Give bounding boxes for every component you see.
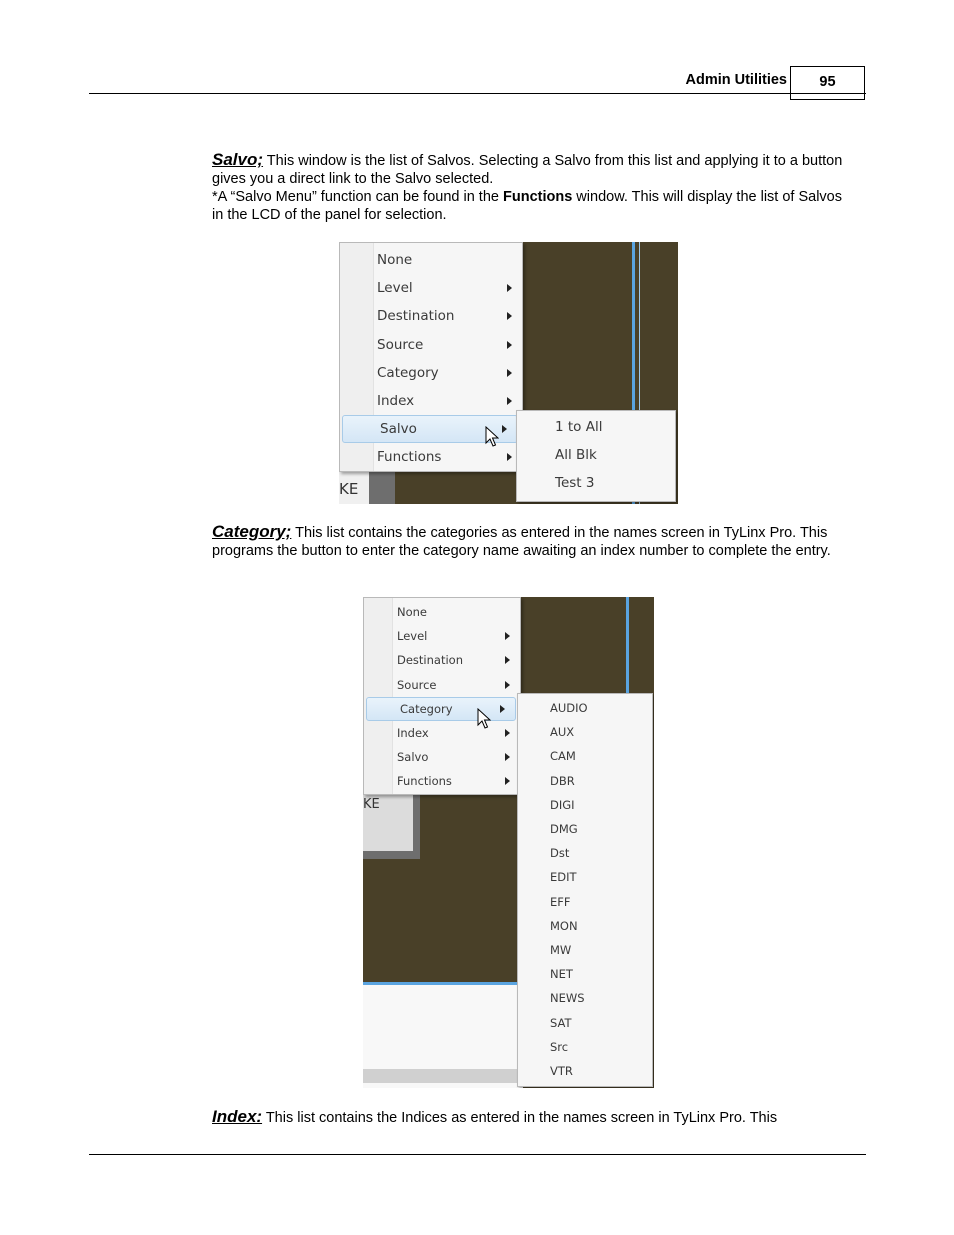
page-header-title: Admin Utilities xyxy=(685,72,787,88)
submenu-arrow-icon xyxy=(505,729,510,737)
category-heading: Category; xyxy=(212,522,292,541)
submenu-arrow-icon xyxy=(507,369,512,377)
menu-item[interactable] xyxy=(340,274,522,302)
salvo-menu-screenshot xyxy=(339,242,678,504)
submenu-arrow-icon xyxy=(507,312,512,320)
menu-item-label: Category xyxy=(400,701,453,716)
submenu-arrow-icon xyxy=(505,632,510,640)
submenu-item-label: Dst xyxy=(550,846,570,861)
salvo-text-2-post: window. This will display the list of Salvos in the LCD of the panel for selection. xyxy=(212,189,842,223)
submenu-item[interactable] xyxy=(518,890,652,914)
submenu-item[interactable] xyxy=(518,865,652,889)
salvo-paragraph xyxy=(212,151,852,224)
submenu-item-label: Src xyxy=(550,1039,569,1054)
submenu-arrow-icon xyxy=(507,341,512,349)
submenu-item[interactable] xyxy=(518,938,652,962)
mouse-cursor-icon xyxy=(485,426,499,448)
footer-rule xyxy=(89,1154,866,1155)
menu-item-label: Functions xyxy=(377,449,442,466)
menu-item[interactable] xyxy=(340,331,522,359)
submenu-item[interactable] xyxy=(518,696,652,720)
submenu-arrow-icon xyxy=(505,656,510,664)
submenu-item-label: CAM xyxy=(550,749,576,764)
submenu-item[interactable] xyxy=(517,469,675,497)
submenu-item[interactable] xyxy=(518,986,652,1010)
submenu-item[interactable] xyxy=(517,441,675,469)
truncated-button-label: KE xyxy=(363,797,380,812)
submenu-item-label: MW xyxy=(550,943,572,957)
submenu-item-label: MON xyxy=(550,918,578,933)
submenu-item-label: 1 to All xyxy=(555,419,603,435)
salvo-text-2-pre: *A “Salvo Menu” function can be found in the xyxy=(212,189,503,205)
category-paragraph xyxy=(212,523,852,560)
menu-item[interactable] xyxy=(364,673,520,697)
submenu-item[interactable] xyxy=(518,962,652,986)
menu-item-label: Level xyxy=(397,629,428,644)
submenu-item-label: DIGI xyxy=(550,797,575,812)
submenu-arrow-icon xyxy=(507,397,512,405)
submenu-item-label: DMG xyxy=(550,822,578,836)
submenu-arrow-icon xyxy=(505,753,510,761)
salvo-text-1: This window is the list of Salvos. Selecting a Salvo from this list and applying it to a button gives you a direct link to the Salvo selected. xyxy=(212,153,843,187)
salvo-submenu xyxy=(516,410,676,502)
submenu-item[interactable] xyxy=(518,841,652,865)
submenu-item[interactable] xyxy=(518,1059,652,1083)
menu-item[interactable] xyxy=(364,745,520,769)
submenu-arrow-icon xyxy=(505,681,510,689)
submenu-item[interactable] xyxy=(518,720,652,744)
submenu-item[interactable] xyxy=(518,793,652,817)
truncated-button-label: KE xyxy=(339,480,359,498)
submenu-arrow-icon xyxy=(507,284,512,292)
submenu-item-label: Test 3 xyxy=(555,475,595,492)
menu-item[interactable] xyxy=(340,359,522,387)
submenu-arrow-icon xyxy=(505,777,510,785)
submenu-item[interactable] xyxy=(518,769,652,793)
menu-item-label: Salvo xyxy=(380,421,417,438)
menu-item-label: Destination xyxy=(377,308,455,325)
category-text: This list contains the categories as entered in the names screen in TyLinx Pro. This programs the button to enter the category name awaiting an index number to complete the entry. xyxy=(212,525,831,559)
mouse-cursor-icon xyxy=(477,708,491,730)
menu-item-label: Level xyxy=(377,280,413,297)
index-text: This list contains the Indices as entered in the names screen in TyLinx Pro. This xyxy=(262,1110,778,1126)
submenu-item[interactable] xyxy=(518,744,652,768)
menu-item-label: None xyxy=(397,605,428,619)
submenu-item-label: DBR xyxy=(550,773,575,788)
menu-item[interactable] xyxy=(364,600,520,624)
header-rule xyxy=(89,93,866,94)
submenu-item-label: EFF xyxy=(550,894,571,909)
submenu-item[interactable] xyxy=(517,413,675,441)
submenu-item-label: EDIT xyxy=(550,870,577,885)
submenu-item-label: NEWS xyxy=(550,991,585,1006)
submenu-item-label: SAT xyxy=(550,1015,572,1030)
menu-item[interactable] xyxy=(366,697,516,721)
menu-item-label: Source xyxy=(397,677,437,692)
category-menu-screenshot xyxy=(363,597,654,1088)
menu-item[interactable] xyxy=(364,624,520,648)
menu-item-label: Source xyxy=(377,336,424,353)
submenu-item[interactable] xyxy=(518,817,652,841)
submenu-arrow-icon xyxy=(507,453,512,461)
salvo-heading: Salvo; xyxy=(212,150,264,169)
menu-item-label: Category xyxy=(377,364,439,381)
salvo-text-2-bold: Functions xyxy=(503,189,573,205)
submenu-item-label: NET xyxy=(550,967,573,982)
menu-item[interactable] xyxy=(364,769,520,793)
menu-item-label: Salvo xyxy=(397,750,429,765)
category-submenu xyxy=(517,693,653,1087)
menu-item-label: Index xyxy=(397,726,429,740)
menu-item-label: None xyxy=(377,252,413,268)
submenu-item-label: AUDIO xyxy=(550,701,588,715)
menu-item[interactable] xyxy=(364,648,520,672)
menu-item[interactable] xyxy=(340,387,522,415)
menu-item-label: Index xyxy=(377,393,415,409)
category-context-menu xyxy=(363,597,521,795)
menu-item[interactable] xyxy=(340,302,522,330)
submenu-item-label: AUX xyxy=(550,725,575,740)
submenu-item[interactable] xyxy=(518,1011,652,1035)
index-heading: Index: xyxy=(212,1107,263,1126)
submenu-item[interactable] xyxy=(518,914,652,938)
menu-item-label: Destination xyxy=(397,653,463,668)
submenu-item-label: VTR xyxy=(550,1064,573,1078)
submenu-item[interactable] xyxy=(518,1035,652,1059)
submenu-arrow-icon xyxy=(502,425,507,433)
page-number: 95 xyxy=(790,66,865,100)
menu-item[interactable] xyxy=(340,246,522,274)
submenu-item-label: All Blk xyxy=(555,447,597,464)
submenu-arrow-icon xyxy=(500,705,505,713)
menu-item[interactable] xyxy=(364,721,520,745)
menu-item-label: Functions xyxy=(397,774,452,789)
index-paragraph xyxy=(212,1108,852,1127)
